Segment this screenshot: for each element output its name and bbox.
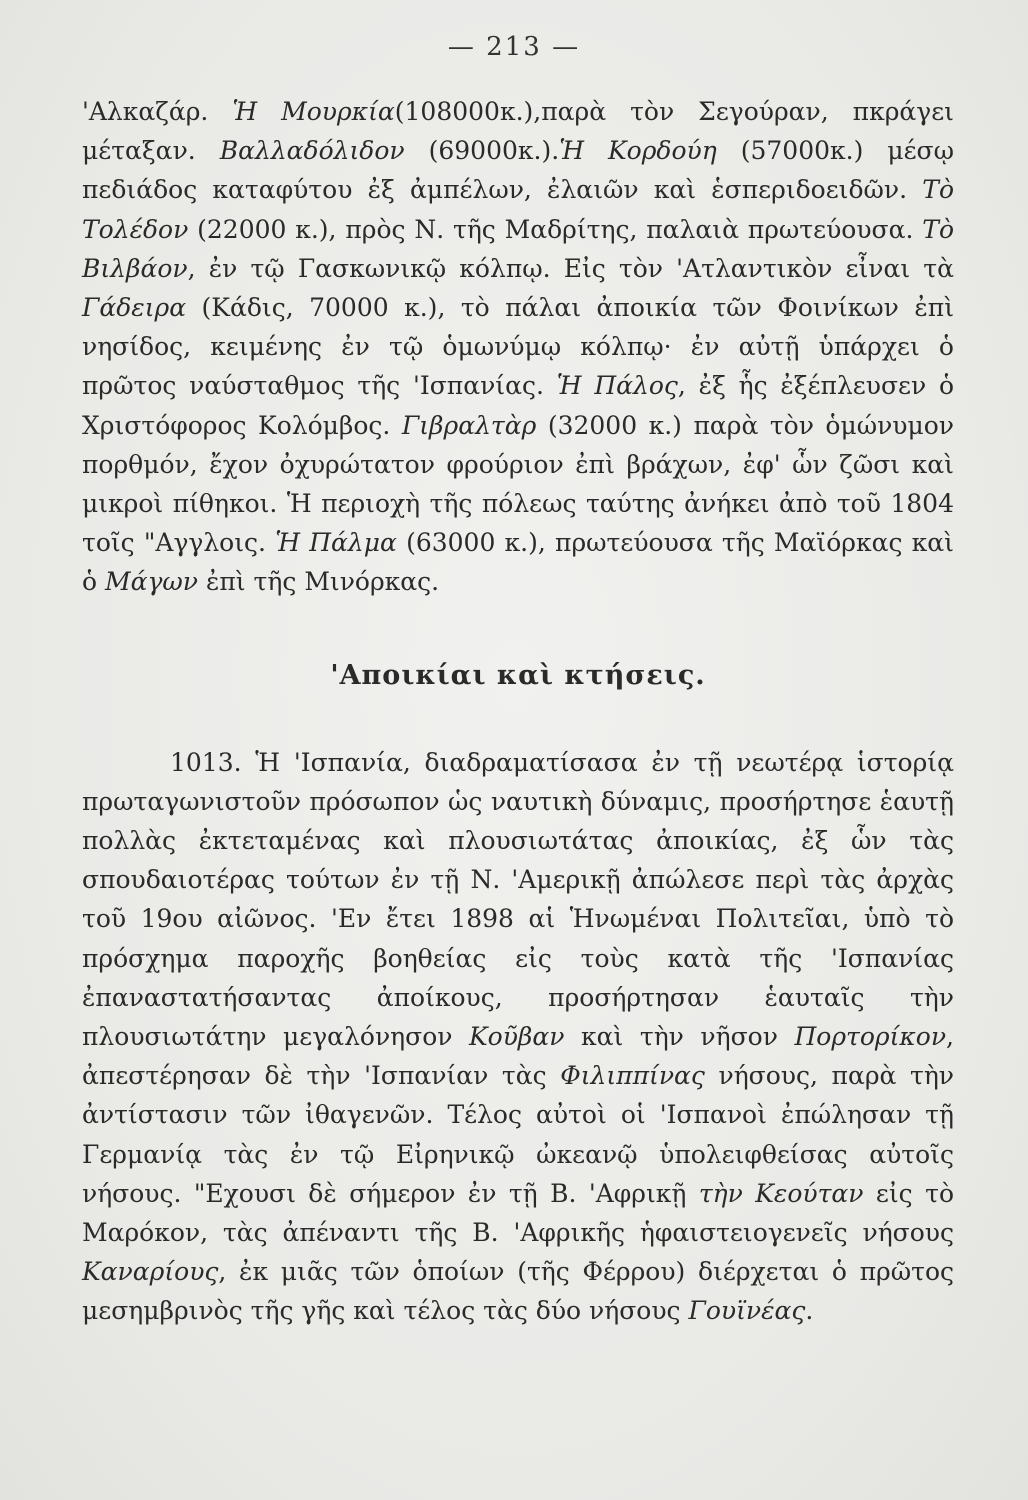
place-name-italic: Γιβραλτὰρ xyxy=(401,410,537,440)
paragraph-colonies xyxy=(82,743,954,1331)
text-run: . xyxy=(805,1296,814,1326)
text-run: (108000κ.),παρὰ τὸν Σεγούραν, πκράγει μέταξαν. xyxy=(82,97,954,166)
text-run: (Κάδις, 70000 κ.), τὸ πάλαι ἀποικία τῶν Φοινίκων ἐπὶ νησίδος, κειμένης ἐν τῷ ὁμωνύμῳ κόλπῳ· ἐν αὐτῇ ὑπάρχει ὁ πρῶτος ναύσταθμος τῆς 'Ισπανίας. xyxy=(82,293,954,401)
text-run: (32000 κ.) παρὰ τὸν ὁμώνυμον πορθμόν, ἔχον ὀχυρώτατον φρούριον ἐπὶ βράχων, ἐφ' ὧν ζῶσι καὶ μικροὶ πίθηκοι. Ἡ περιοχὴ τῆς πόλεως ταύτης ἀνήκει ἀπὸ τοῦ 1804 τοῖς "Αγγλοις. xyxy=(82,410,954,558)
text-run: (63000 κ.), πρωτεύουσα τῆς Μαϊόρκας καὶ ὁ xyxy=(82,528,954,597)
text-run: (22000 κ.), πρὸς Ν. τῆς Μαδρίτης, παλαιὰ πρωτεύουσα. xyxy=(188,214,923,244)
place-name-italic: τὴν Κεούταν xyxy=(698,1178,864,1208)
place-name-italic: Τὸ Τολέδον xyxy=(82,175,954,244)
text-run: , ἐξ ἧς ἐξέπλευσεν ὁ Χριστόφορος Κολόμβος. xyxy=(82,371,955,440)
text-run: (57000κ.) μέσῳ πεδιάδος καταφύτου ἐξ ἀμπέλων, ἐλαιῶν καὶ ἑσπεριδοειδῶν. xyxy=(82,136,954,205)
text-run: καὶ τὴν νῆσον xyxy=(564,1022,795,1052)
place-name-italic: Ἡ Πάλμα xyxy=(275,528,397,558)
place-name-italic: Πορτορίκον xyxy=(794,1022,947,1052)
text-run: ἐπὶ τῆς Μινόρκας. xyxy=(198,567,440,597)
place-name-italic: Φιλιππίνας xyxy=(560,1061,705,1091)
text-run: , ἐκ μιᾶς τῶν ὁποίων (τῆς Φέρρου) διέρχεται ὁ πρῶτος μεσημβρινὸς τῆς γῆς καὶ τέλος τὰς δύο νήσους xyxy=(82,1257,954,1326)
text-run: (69000κ.). xyxy=(404,136,560,166)
paragraph-cities xyxy=(82,92,954,602)
place-name-italic: Βαλλαδόλιδον xyxy=(219,136,405,166)
section-heading: 'Αποικίαι καὶ κτήσεις. xyxy=(330,659,706,691)
place-name-italic: Μάγων xyxy=(105,567,199,597)
text-run: 1013. Ἡ 'Ισπανία, διαδραματίσασα ἐν τῇ νεωτέρᾳ ἱστορίᾳ πρωταγωνιστοῦν πρόσωπον ὡς ναυτικὴ δύναμις, προσήρτησε ἑαυτῇ πολλὰς ἐκτεταμένας καὶ πλουσιωτάτας ἀποικίας, ἐξ ὧν τὰς σπουδαιοτέρας τούτων ἐν τῇ Ν. 'Αμερικῇ ἀπώλεσε περὶ τὰς ἀρχὰς τοῦ 19ου αἰῶνος. 'Εν ἔτει 1898 αἱ Ἡνωμέναι Πολιτεῖαι, ὑπὸ τὸ πρόσχημα παροχῆς βοηθείας εἰς τοὺς κατὰ τῆς 'Ισπανίας ἐπαναστατήσαντας ἀποίκους, προσήρτησαν ἑαυταῖς τὴν πλουσιωτάτην μεγαλόνησον xyxy=(82,747,954,1052)
text-run: 'Αλκαζάρ. xyxy=(82,97,233,126)
place-name-italic: Ἡ Μουρκία xyxy=(232,97,395,126)
place-name-italic: Ἡ Πάλος xyxy=(556,371,678,401)
place-name-italic: Ἡ Κορδούη xyxy=(559,136,717,166)
page-content xyxy=(82,92,954,1331)
place-name-italic: Τὸ Βιλβάον xyxy=(82,214,954,283)
text-run: , ἐν τῷ Γασκωνικῷ κόλπῳ. Εἰς τὸν 'Ατλαντικὸν εἶναι τὰ xyxy=(187,253,954,283)
page-number: — 213 — xyxy=(447,32,581,62)
place-name-italic: Γάδειρα xyxy=(82,293,187,323)
place-name-italic: Κοῦβαν xyxy=(469,1022,565,1052)
text-run: , ἀπεστέρησαν δὲ τὴν 'Ισπανίαν τὰς xyxy=(82,1022,954,1091)
place-name-italic: Καναρίους xyxy=(82,1257,219,1287)
text-run: εἰς τὸ Μαρόκον, τὰς ἀπέναντι τῆς Β. 'Αφρικῆς ἡφαιστειογενεῖς νήσους xyxy=(82,1178,954,1248)
place-name-italic: Γουϊνέας xyxy=(688,1296,806,1326)
text-run: νήσους, παρὰ τὴν ἀντίστασιν τῶν ἰθαγενῶν. Τέλος αὐτοὶ οἱ 'Ισπανοὶ ἐπώλησαν τῇ Γερμανίᾳ τὰς ἐν τῷ Εἰρηνικῷ ὠκεανῷ ὑπολειφθείσας αὐτοῖς νήσους. "Εχουσι δὲ σήμερον ἐν τῇ Β. 'Αφρικῇ xyxy=(82,1061,954,1208)
